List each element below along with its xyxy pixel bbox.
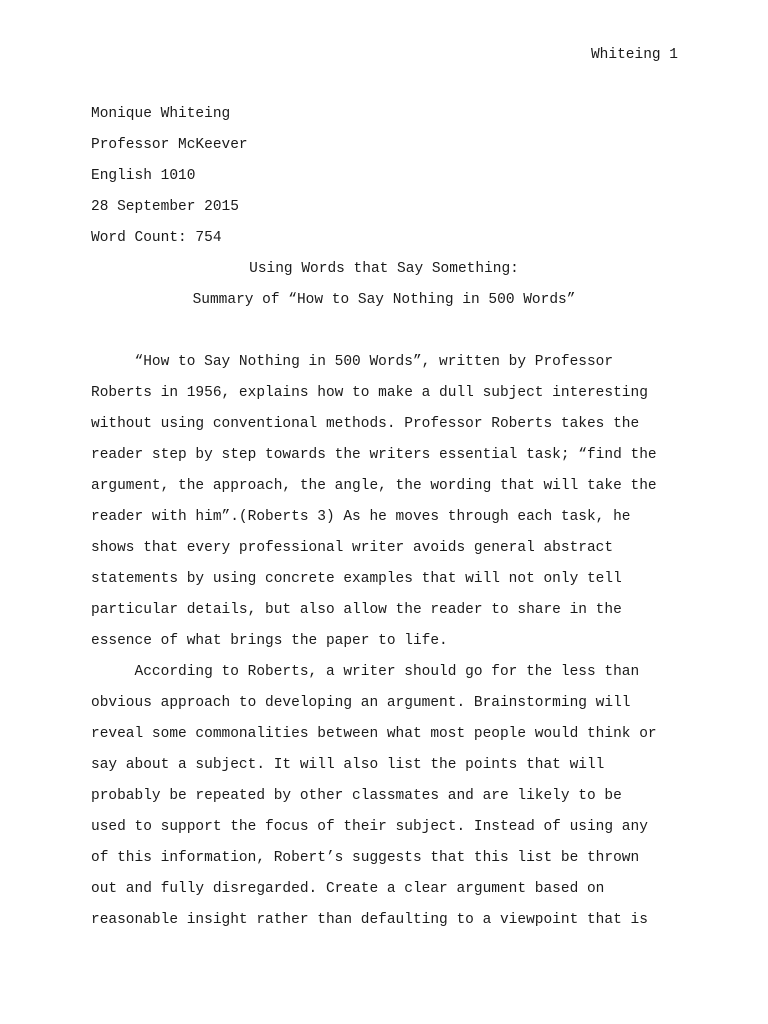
title-line-2: Summary of “How to Say Nothing in 500 Words” [192,292,576,308]
body-line: say about a subject. It will also list the points that will [91,757,605,773]
body-line: out and fully disregarded. Create a clear argument based on [91,881,605,897]
body-line: without using conventional methods. Professor Roberts takes the [91,416,640,432]
professor-name: Professor McKeever [91,137,248,153]
body-line: shows that every professional writer avoids general abstract [91,540,614,556]
body-line: Roberts in 1956, explains how to make a dull subject interesting [91,385,648,401]
body-line: reveal some commonalities between what most people would think or [91,726,657,742]
author-name: Monique Whiteing [91,106,231,122]
body-line: reader with him”.(Roberts 3) As he moves through each task, he [91,509,631,525]
body-line: According to Roberts, a writer should go for the less than [91,664,640,680]
running-head: Whiteing 1 [590,47,678,63]
date-line: 28 September 2015 [91,199,239,215]
body-line: argument, the approach, the angle, the wording that will take the [91,478,657,494]
body-line: of this information, Robert’s suggests that this list be thrown [91,850,640,866]
title-line-1: Using Words that Say Something: [249,261,519,277]
body-line: used to support the focus of their subject. Instead of using any [91,819,648,835]
body-line: reasonable insight rather than defaulting to a viewpoint that is [91,912,648,928]
body-line: probably be repeated by other classmates and are likely to be [91,788,622,804]
body-line: particular details, but also allow the reader to share in the [91,602,622,618]
body-line: essence of what brings the paper to life. [91,633,448,649]
body-line: “How to Say Nothing in 500 Words”, written by Professor [91,354,614,370]
course-name: English 1010 [91,168,196,184]
body-line: statements by using concrete examples that will not only tell [91,571,622,587]
body-line: obvious approach to developing an argument. Brainstorming will [91,695,631,711]
word-count: Word Count: 754 [91,230,222,246]
body-line: reader step by step towards the writers essential task; “find the [91,447,657,463]
